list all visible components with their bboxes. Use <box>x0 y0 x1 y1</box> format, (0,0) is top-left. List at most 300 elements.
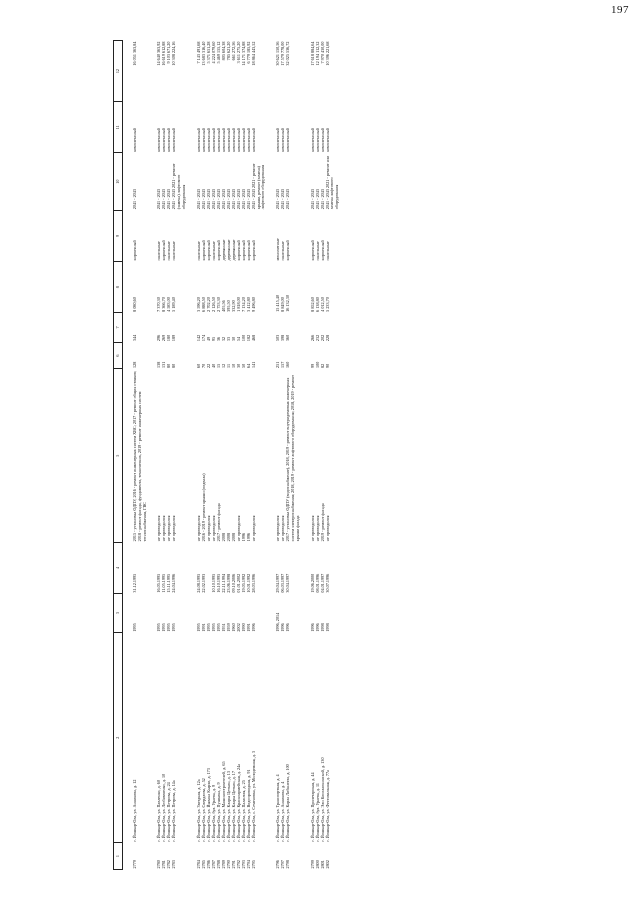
column-header: 9 <box>114 210 123 261</box>
row-number: 2780 <box>156 860 162 869</box>
area-cell: 2 753,30 <box>215 297 221 312</box>
cost-cell: 10 396 221,68 <box>324 41 330 66</box>
address-cell: г. Йошкар-Ола, ул. Эли Косолапкинской, д. 130 <box>319 757 325 842</box>
column-7-cell: 296 <box>156 334 162 342</box>
column-6-cell: 15 <box>215 363 221 368</box>
area-cell: 1 818,00 <box>235 297 241 312</box>
column-7-cell: 360 <box>285 334 291 342</box>
address-cell: г. Йошкар-Ола, ул. Палантая, д. 25 <box>240 780 246 842</box>
year-built-cell: 1990 <box>240 623 246 632</box>
commission-date-cell: 15.11.1995 <box>166 573 172 593</box>
row-number: 2791 <box>230 860 236 869</box>
cost-cell: 13 683 316,40 <box>200 41 206 66</box>
row-number: 2797 <box>280 860 286 869</box>
group-spacer-cell <box>187 41 197 870</box>
planned-period-cell: 2041 - 2043 <box>156 189 162 210</box>
group-spacer-cell <box>301 41 311 870</box>
column-header: 1 <box>114 843 123 870</box>
cost-cell: 7 970 430,00 <box>319 41 325 64</box>
column-header: 4 <box>114 542 123 593</box>
repair-kind-cell: комплексный <box>280 128 286 152</box>
column-6-cell: 131 <box>161 361 167 368</box>
repair-kind-cell: комплексный <box>195 128 201 152</box>
address-cell: г. Йошкар-Ола, ул. Анникова, д. 4 <box>280 781 286 842</box>
repair-kind-cell: комплексный <box>250 128 256 152</box>
planned-period-cell: 2041 - 2043 <box>210 189 216 210</box>
column-6-cell: 12 <box>220 363 226 368</box>
year-built-cell: 1995 <box>195 623 201 632</box>
wall-material-cell: панельные <box>314 241 320 261</box>
column-header: 3 <box>114 594 123 633</box>
address-cell: г. Йошкар-Ола, ул. Карла Либкнехта, д. 100 <box>285 764 291 842</box>
repair-kind-cell: комплексный <box>220 128 226 152</box>
column-6-cell: 60 <box>195 363 201 368</box>
repair-kind-cell: комплексный <box>245 128 251 152</box>
area-cell: 395,50 <box>225 300 231 312</box>
column-6-cell: 100 <box>314 361 320 368</box>
planned-period-cell: 2041 - 2043 <box>166 189 172 210</box>
repair-kind-cell: комплексный <box>205 128 211 152</box>
wall-material-cell: панельные <box>324 241 330 261</box>
commission-date-cell: 28.03.1996 <box>250 573 256 593</box>
area-cell: 405,56 <box>220 300 226 312</box>
row-number: 2798 <box>285 860 291 869</box>
wall-material-cell: кирпичный <box>132 240 137 261</box>
wall-material-cell: панельные <box>166 241 172 261</box>
group-spacer-cell <box>266 41 276 870</box>
column-6-cell: 10 <box>230 363 236 368</box>
wall-material-cell: кирпичный <box>319 240 325 261</box>
planned-period-cell: 2041 - 2043 <box>220 189 226 210</box>
commission-date-cell: 30.04.1997 <box>285 573 291 593</box>
commission-date-cell: 10.10.1995 <box>210 573 216 593</box>
planned-period-cell: 2041 - 2043 <box>195 189 201 210</box>
register-table <box>113 40 340 870</box>
row-number: 2787 <box>210 860 216 869</box>
wall-material-cell: кирпичный <box>240 240 246 261</box>
year-built-cell: 1995 <box>132 623 137 632</box>
repair-kind-cell: комплексный <box>161 128 167 152</box>
planned-period-cell: 2041 - 2043 <box>245 189 251 210</box>
repair-kind-cell: комплексный <box>319 128 325 152</box>
cost-cell: 805 604,38 <box>220 41 226 61</box>
cost-cell: 30 621 150,56 <box>275 41 281 66</box>
cost-cell: 16 051 363,84 <box>132 41 137 66</box>
year-built-cell: 1951 <box>220 623 226 632</box>
column-6-cell: 22 <box>205 363 211 368</box>
group-spacer <box>266 41 276 870</box>
column-6-cell: 82 <box>319 363 325 368</box>
column-6-cell: 80 <box>171 363 177 368</box>
commission-date-cell: 04.01.1997 <box>319 573 325 593</box>
commission-date-cell: 01.01.2002 <box>235 573 241 593</box>
column-7-cell: 398 <box>280 334 286 342</box>
wall-material-cell: панельные <box>195 241 201 261</box>
column-6-cell: 157 <box>280 361 286 368</box>
repair-history-cell: не проводился <box>275 515 281 542</box>
year-built-cell: 1995 <box>161 623 167 632</box>
table-row <box>172 41 186 870</box>
commission-date-cell: 22.11.1994 <box>220 573 226 593</box>
repair-kind-cell: комплексный <box>240 128 246 152</box>
group-spacer <box>187 41 197 870</box>
area-cell: 7 134,20 <box>240 297 246 312</box>
repair-history-cell: не проводился <box>250 515 256 542</box>
planned-period-cell: 2041 - 2043 <box>132 189 137 210</box>
address-cell: г. Йошкар-Ола, ул. Пушкина, д. 9 <box>215 782 221 842</box>
group-spacer-cell <box>147 41 157 870</box>
column-number-row <box>114 41 123 870</box>
planned-period-cell: 2041 - 2043 <box>319 189 325 210</box>
repair-kind-cell: комплексный <box>285 128 291 152</box>
repair-history-cell: не проводился <box>309 515 315 542</box>
year-built-cell: 1959 <box>225 623 231 632</box>
planned-period-cell: 2041 - 2043 <box>309 189 315 210</box>
repair-history-cell: 2015 - установка ОДПУ, 2016 - ремонт инженерных систем ХВС; 2017 - ремонт общих стояков; 2018 - ремонт фасада, фундамента, технических, 2019 - ремонт инженерных систем теплоснабжения, ГВС <box>132 370 147 542</box>
column-7-cell: 49 <box>205 336 211 342</box>
area-cell: 9 496,80 <box>250 297 256 312</box>
column-6-cell: 251 <box>275 361 281 368</box>
repair-history-cell: 2016 - 2019 - ремонт крыши (подвала) <box>200 473 206 542</box>
wall-material-cell: кирпичный <box>215 240 221 261</box>
year-built-cell: 1996 <box>285 623 291 632</box>
area-cell: 8 366,70 <box>161 297 167 312</box>
commission-date-cell: 10.01.1992 <box>245 573 251 593</box>
area-cell: 3 412,80 <box>245 297 251 312</box>
column-6-cell: 90 <box>324 363 330 368</box>
column-header: 2 <box>114 633 123 843</box>
column-6-cell: 99 <box>309 363 315 368</box>
repair-history-cell: 1996 <box>245 532 251 542</box>
wall-material-cell: кирпичный <box>205 240 211 261</box>
planned-period-cell: 2041 - 2043 2021 - ремонт (замена) лифтового оборудования <box>171 163 186 210</box>
cost-cell: 9 103 671,20 <box>166 41 172 64</box>
planned-period-cell: 2041 - 2043 <box>235 189 241 210</box>
cost-cell: 6 779 185,92 <box>245 41 251 64</box>
cost-cell: 17 579 778,00 <box>280 41 286 66</box>
row-number: 2781 <box>161 860 167 869</box>
row-number: 2792 <box>235 860 241 869</box>
wall-material-cell: кирпичный <box>285 240 291 261</box>
wall-material-cell: кирпичный <box>200 240 206 261</box>
row-number: 2788 <box>215 860 221 869</box>
year-built-cell: 1995 <box>171 623 177 632</box>
repair-history-cell: 2019 - ремонт фасада <box>319 503 325 542</box>
cost-cell: 18 864 443,52 <box>250 41 256 66</box>
address-cell: г. Йошкар-Ола, ул. Машиностроителей, д. 65 <box>220 761 226 842</box>
address-cell: г. Йошкар-Ола, с. Семеновка, ул. Молодежная, д. 3 <box>250 751 256 842</box>
area-cell: 5 233,70 <box>324 297 330 312</box>
row-number: 2802 <box>324 860 330 869</box>
commission-date-cell: 09.10.2006 <box>230 573 236 593</box>
column-6-cell: 160 <box>285 361 291 368</box>
area-cell: 6 138,80 <box>314 297 320 312</box>
repair-history-cell: не проводился <box>195 515 201 542</box>
column-header: 7 <box>114 313 123 342</box>
commission-date-cell: 16.10.1995 <box>215 573 221 593</box>
group-spacer <box>301 41 311 870</box>
area-cell: 7 370,30 <box>156 297 162 312</box>
column-header: 10 <box>114 153 123 210</box>
repair-kind-cell: комплексный <box>171 128 177 152</box>
repair-history-cell: не проводился <box>314 515 320 542</box>
wall-material-cell: монолитные <box>275 238 281 261</box>
area-cell: 4 012,50 <box>319 297 325 312</box>
group-spacer <box>147 41 157 870</box>
column-7-cell: 30 <box>230 336 236 342</box>
column-7-cell: 344 <box>132 334 137 342</box>
repair-history-cell: не проводился <box>205 515 211 542</box>
commission-date-cell: 08.01.1996 <box>314 573 320 593</box>
wall-material-cell: деревянные <box>220 239 226 261</box>
column-header: 6 <box>114 342 123 369</box>
address-cell: г. Йошкар-Ола, ул. Клары Цеткин, д. 13 <box>225 771 231 842</box>
column-7-cell: 100 <box>240 334 246 342</box>
cost-cell: 10 308 224,16 <box>171 41 177 66</box>
wall-material-cell: панельные <box>156 241 162 261</box>
cost-cell: 14 171 374,88 <box>240 41 246 66</box>
repair-history-cell: 1996 <box>240 532 246 542</box>
table-row <box>133 41 147 870</box>
column-6-cell: 70 <box>200 363 206 368</box>
row-number: 2796 <box>275 860 281 869</box>
column-6-cell: 40 <box>210 363 216 368</box>
repair-history-cell: не проводился <box>280 515 286 542</box>
column-7-cell: 33 <box>225 336 231 342</box>
repair-kind-cell: комплексный <box>324 128 330 152</box>
year-built-cell: 1996 <box>309 623 315 632</box>
cost-cell: 14 640 363,92 <box>156 41 162 66</box>
column-7-cell: 174 <box>200 334 206 342</box>
planned-period-cell: 2041 - 2043 <box>225 189 231 210</box>
planned-period-cell: 2041 - 2043 2021 - ремонт или замена лифтового оборудования <box>324 155 340 210</box>
repair-history-cell: 2008 <box>230 532 236 542</box>
row-number: 2793 <box>240 860 246 869</box>
year-built-cell: 1996 <box>314 623 320 632</box>
area-cell: 332,90 <box>230 300 236 312</box>
repair-kind-cell: комплексный <box>275 128 281 152</box>
area-cell: 8 849,00 <box>280 297 286 312</box>
column-7-cell: 232 <box>314 334 320 342</box>
row-number: 2790 <box>225 860 231 869</box>
repair-kind-cell: комплексный <box>309 128 315 152</box>
commission-date-cell: 31.12.1995 <box>132 573 137 593</box>
column-6-cell: 50 <box>240 363 246 368</box>
address-cell: г. Йошкар-Ола, ул. Анникова, д. 12 <box>132 779 137 842</box>
column-6-cell: 64 <box>245 363 251 368</box>
address-cell: г. Йошкар-Ола, ул. Фестивальная, д. 77а <box>324 770 330 842</box>
repair-kind-cell: комплексный <box>156 128 162 152</box>
commission-date-cell: 24.08.1995 <box>195 573 201 593</box>
row-number: 2794 <box>245 860 251 869</box>
cost-cell: 16 619 612,88 <box>161 41 167 66</box>
planned-period-cell: 2041 - 2043 <box>161 189 167 210</box>
cost-cell: 3 611 275,20 <box>235 41 241 64</box>
cost-cell: 7 143 491,68 <box>195 41 201 64</box>
column-7-cell: 182 <box>245 334 251 342</box>
wall-material-cell: панельные <box>210 241 216 261</box>
row-number: 2779 <box>132 860 137 869</box>
wall-material-cell: панельные <box>171 241 177 261</box>
column-6-cell: 30 <box>235 363 241 368</box>
area-cell: 15 415,40 <box>275 295 281 312</box>
repair-kind-cell: комплексный <box>215 128 221 152</box>
column-7-cell: 266 <box>309 334 315 342</box>
repair-kind-cell: комплексный <box>235 128 241 152</box>
cost-cell: 661 272,56 <box>230 41 236 61</box>
commission-date-cell: 19.05.1992 <box>240 573 246 593</box>
column-7-cell: 503 <box>275 334 281 342</box>
planned-period-cell: 2041 - 2043 <box>280 189 286 210</box>
wall-material-cell: кирпичный <box>250 240 256 261</box>
column-6-cell: 80 <box>166 363 172 368</box>
address-cell: г. Йошкар-Ола, ул. Транспортная, д. 4 <box>275 774 281 842</box>
rotated-table-wrapper <box>113 40 593 870</box>
column-7-cell: 32 <box>220 336 226 342</box>
address-cell: г. Йошкар-Ола, бул. Ураева, д. 11 <box>314 782 320 842</box>
column-7-cell: 228 <box>324 334 330 342</box>
repair-history-cell: 2017 - установка ОДПУ (водоснабжение), 2018, 2019 - ремонт внутридомовых инженерных систем электроснабжения; 2018, 2019 - ремонт лифтового оборудования; 2018, 2019 - ремонт крыши фасада <box>285 375 300 542</box>
column-header: 8 <box>114 262 123 313</box>
year-built-cell: 1995 <box>210 623 216 632</box>
year-built-cell: 1991 <box>245 623 251 632</box>
wall-material-cell: деревянные <box>230 239 236 261</box>
column-7-cell: 269 <box>161 334 167 342</box>
address-cell: г. Йошкар-Ола, ул. Пролетарская, д. 44 <box>309 772 315 842</box>
repair-kind-cell: комплексный <box>225 128 231 152</box>
page-number: 197 <box>611 4 629 16</box>
planned-period-cell: 2041 - 2043 <box>275 189 281 210</box>
address-cell: г. Йошкар-Ола, ул. Свердлова, д. 52 <box>200 778 206 842</box>
year-built-cell: 1960 <box>230 623 236 632</box>
planned-period-cell: 2041 - 2043 <box>314 189 320 210</box>
row-number: 2801 <box>319 860 325 869</box>
column-7-cell: 189 <box>171 334 177 342</box>
address-cell: г. Йошкар-Ола, ул. Петрова, д. 24 <box>166 782 172 842</box>
cost-cell: 5 469 155,12 <box>215 41 221 64</box>
repair-history-cell: не проводился <box>210 515 216 542</box>
column-7-cell: 54 <box>235 336 241 342</box>
column-7-cell: 468 <box>250 334 256 342</box>
column-header: 11 <box>114 102 123 153</box>
column-6-cell: 11 <box>225 363 231 368</box>
year-built-cell: 1995 <box>215 623 221 632</box>
area-cell: 3 596,20 <box>195 297 201 312</box>
address-cell: г. Йошкар-Ола, ул. Йывана Кырли, д. 173 <box>205 768 211 842</box>
column-7-cell: 142 <box>195 334 201 342</box>
wall-material-cell: панельные <box>280 241 286 261</box>
year-built-cell: 1998 <box>319 623 325 632</box>
address-cell: г. Йошкар-Ола, ул. Водопроводная, д. 91 <box>245 769 251 842</box>
wall-material-cell: кирпичный <box>161 240 167 261</box>
row-number: 2800 <box>314 860 320 869</box>
year-built-cell: 1998 <box>324 623 330 632</box>
repair-kind-cell: комплексный <box>230 128 236 152</box>
year-built-cell: 1995 <box>205 623 211 632</box>
cost-cell: 32 025 536,72 <box>285 41 291 66</box>
row-number: 2789 <box>220 860 226 869</box>
area-cell: 4 583,00 <box>166 297 172 312</box>
row-number: 2786 <box>205 860 211 869</box>
year-built-cell: 1991 <box>200 623 206 632</box>
address-cell: г. Йошкар-Ола, бул. Ураева, д. 9 <box>210 784 216 842</box>
row-number: 2782 <box>166 860 172 869</box>
repair-history-cell: не проводился <box>171 515 177 542</box>
row-number: 2799 <box>309 860 315 869</box>
repair-history-cell: не проводился <box>156 515 162 542</box>
commission-date-cell: 11.05.1995 <box>161 573 167 593</box>
planned-period-cell: 2041 - 2043 <box>240 189 246 210</box>
repair-history-cell: не проводился <box>166 515 172 542</box>
repair-history-cell: не проводился <box>161 515 167 542</box>
address-cell: г. Йошкар-Ола, ул. Клары Цеткин, д. 17 <box>230 771 236 842</box>
repair-kind-cell: комплексный <box>200 128 206 152</box>
commission-date-cell: 16.05.1995 <box>156 573 162 593</box>
planned-period-cell: 2041 - 2043 <box>215 189 221 210</box>
year-built-cell: 1995 <box>166 623 172 632</box>
address-cell: г. Йошкар-Ола, ул. Звездная, д. 12а <box>195 779 201 842</box>
column-6-cell: 128 <box>132 361 137 368</box>
address-cell: г. Йошкар-Ола, ул. Красноармейская, д. 24а <box>235 763 241 842</box>
column-7-cell: 202 <box>319 334 325 342</box>
area-cell: 8 080,60 <box>132 297 137 312</box>
wall-material-cell: кирпичный <box>235 240 241 261</box>
planned-period-cell: 2041 - 2043 <box>285 189 291 210</box>
commission-date-cell: 30.07.1996 <box>324 573 330 593</box>
commission-date-cell: 22.02.1993 <box>200 573 206 593</box>
address-cell: г. Йошкар-Ола, ул. Любимченко, д. 10 <box>161 773 167 842</box>
column-6-cell: 141 <box>250 361 256 368</box>
repair-history-cell: 2008 <box>225 532 231 542</box>
row-number: 2795 <box>250 860 256 869</box>
wall-material-cell: кирпичный <box>309 240 315 261</box>
area-cell: 8 852,60 <box>309 297 315 312</box>
table-row <box>286 41 300 870</box>
wall-material-cell: кирпичный <box>245 240 251 261</box>
year-built-cell: 1996 <box>280 623 286 632</box>
commission-date-cell: 23.06.1998 <box>225 573 231 593</box>
column-7-cell: 36 <box>215 336 221 342</box>
commission-date-cell: 24.04.1996 <box>171 573 177 593</box>
planned-period-cell: 2041 - 2043 <box>205 189 211 210</box>
repair-kind-cell: комплексный <box>314 128 320 152</box>
table-body <box>123 41 340 870</box>
area-cell: 2 126,50 <box>210 297 216 312</box>
planned-period-cell: 2041 - 2043 <box>230 189 236 210</box>
planned-period-cell: 2041 - 2043 <box>200 189 206 210</box>
area-cell: 16 132,30 <box>285 295 291 312</box>
address-cell: г. Йошкар-Ола, ул. Петрова, д. 14а <box>171 780 177 842</box>
column-7-cell: 95 <box>210 336 216 342</box>
year-built-cell: 2002 <box>235 623 241 632</box>
year-built-cell: 1996, 2014 <box>275 612 281 632</box>
repair-history-cell: не проводился <box>235 515 241 542</box>
repair-history-cell: не проводился <box>324 515 330 542</box>
row-number: 2784 <box>195 860 201 869</box>
cost-cell: 12 194 112,32 <box>314 41 320 66</box>
commission-date-cell: 06.03.1997 <box>280 573 286 593</box>
commission-date-cell: 29.04.1997 <box>275 573 281 593</box>
table-row <box>252 41 266 870</box>
repair-kind-cell: комплексный <box>166 128 172 152</box>
column-header: 12 <box>114 41 123 102</box>
table-row <box>326 41 340 870</box>
cost-cell: 785 621,20 <box>225 41 231 61</box>
row-number: 2783 <box>171 860 177 869</box>
wall-material-cell: деревянные <box>225 239 231 261</box>
row-number: 2785 <box>200 860 206 869</box>
cost-cell: 17 618 884,64 <box>309 41 315 66</box>
